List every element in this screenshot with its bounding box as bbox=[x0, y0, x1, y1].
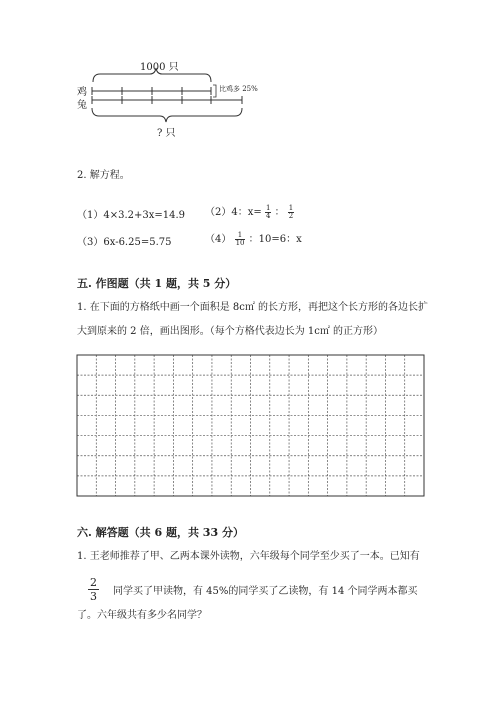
diagram-top-label: 1000 只 bbox=[140, 62, 179, 73]
q2-equation-1: （1）4×3.2+3x=14.9 bbox=[77, 210, 186, 221]
section6-line3: 了。六年级共有多少名同学？ bbox=[77, 610, 207, 621]
q2-title: 2. 解方程。 bbox=[77, 170, 130, 181]
eq2-f1-num: 1 bbox=[265, 204, 271, 212]
eq2-f2-num: 1 bbox=[288, 204, 294, 212]
eq2-f1-den: 4 bbox=[265, 212, 271, 220]
section6-line2: 同学买了甲读物，有 45%的同学买了乙读物，有 14 个同学两本都买 bbox=[113, 586, 418, 597]
eq4-suffix: ：10=6：x bbox=[248, 234, 302, 245]
eq4-prefix: （4） bbox=[205, 234, 232, 245]
eq2-prefix: （2）4：x= bbox=[205, 207, 262, 218]
eq4-f-num: 1 bbox=[235, 232, 246, 240]
q2-equation-3: （3）6x-6.25=5.75 bbox=[77, 237, 172, 248]
diagram-row1-label: 鸡 bbox=[77, 87, 87, 98]
s6-frac-num: 2 bbox=[90, 576, 97, 589]
s6-frac-den: 3 bbox=[90, 590, 97, 603]
section6-fraction bbox=[88, 577, 99, 602]
section6-line1: 1. 王老师推荐了甲、乙两本课外读物，六年级每个同学至少买了一本。已知有 bbox=[77, 551, 420, 562]
section5-line1: 1. 在下面的方格纸中画一个面积是 8c㎡ 的长方形，再把这个长方形的各边长扩 bbox=[77, 302, 429, 313]
eq2-mid: ： bbox=[274, 207, 285, 218]
section6-title: 六. 解答题（共 6 题，共 33 分） bbox=[77, 526, 244, 539]
eq4-f-den: 10 bbox=[235, 239, 245, 247]
section5-line2: 大到原来的 2 倍，画出图形。（每个方格代表边长为 1c㎡ 的正方形） bbox=[77, 326, 384, 337]
section5-title: 五. 作图题（共 1 题，共 5 分） bbox=[77, 277, 237, 290]
diagram-bottom-label: ? 只 bbox=[157, 128, 176, 139]
diagram-row2-label: 兔 bbox=[77, 100, 87, 111]
eq2-f2-den: 2 bbox=[288, 212, 294, 220]
diagram-side-note: 比鸡多 25% bbox=[219, 85, 258, 93]
